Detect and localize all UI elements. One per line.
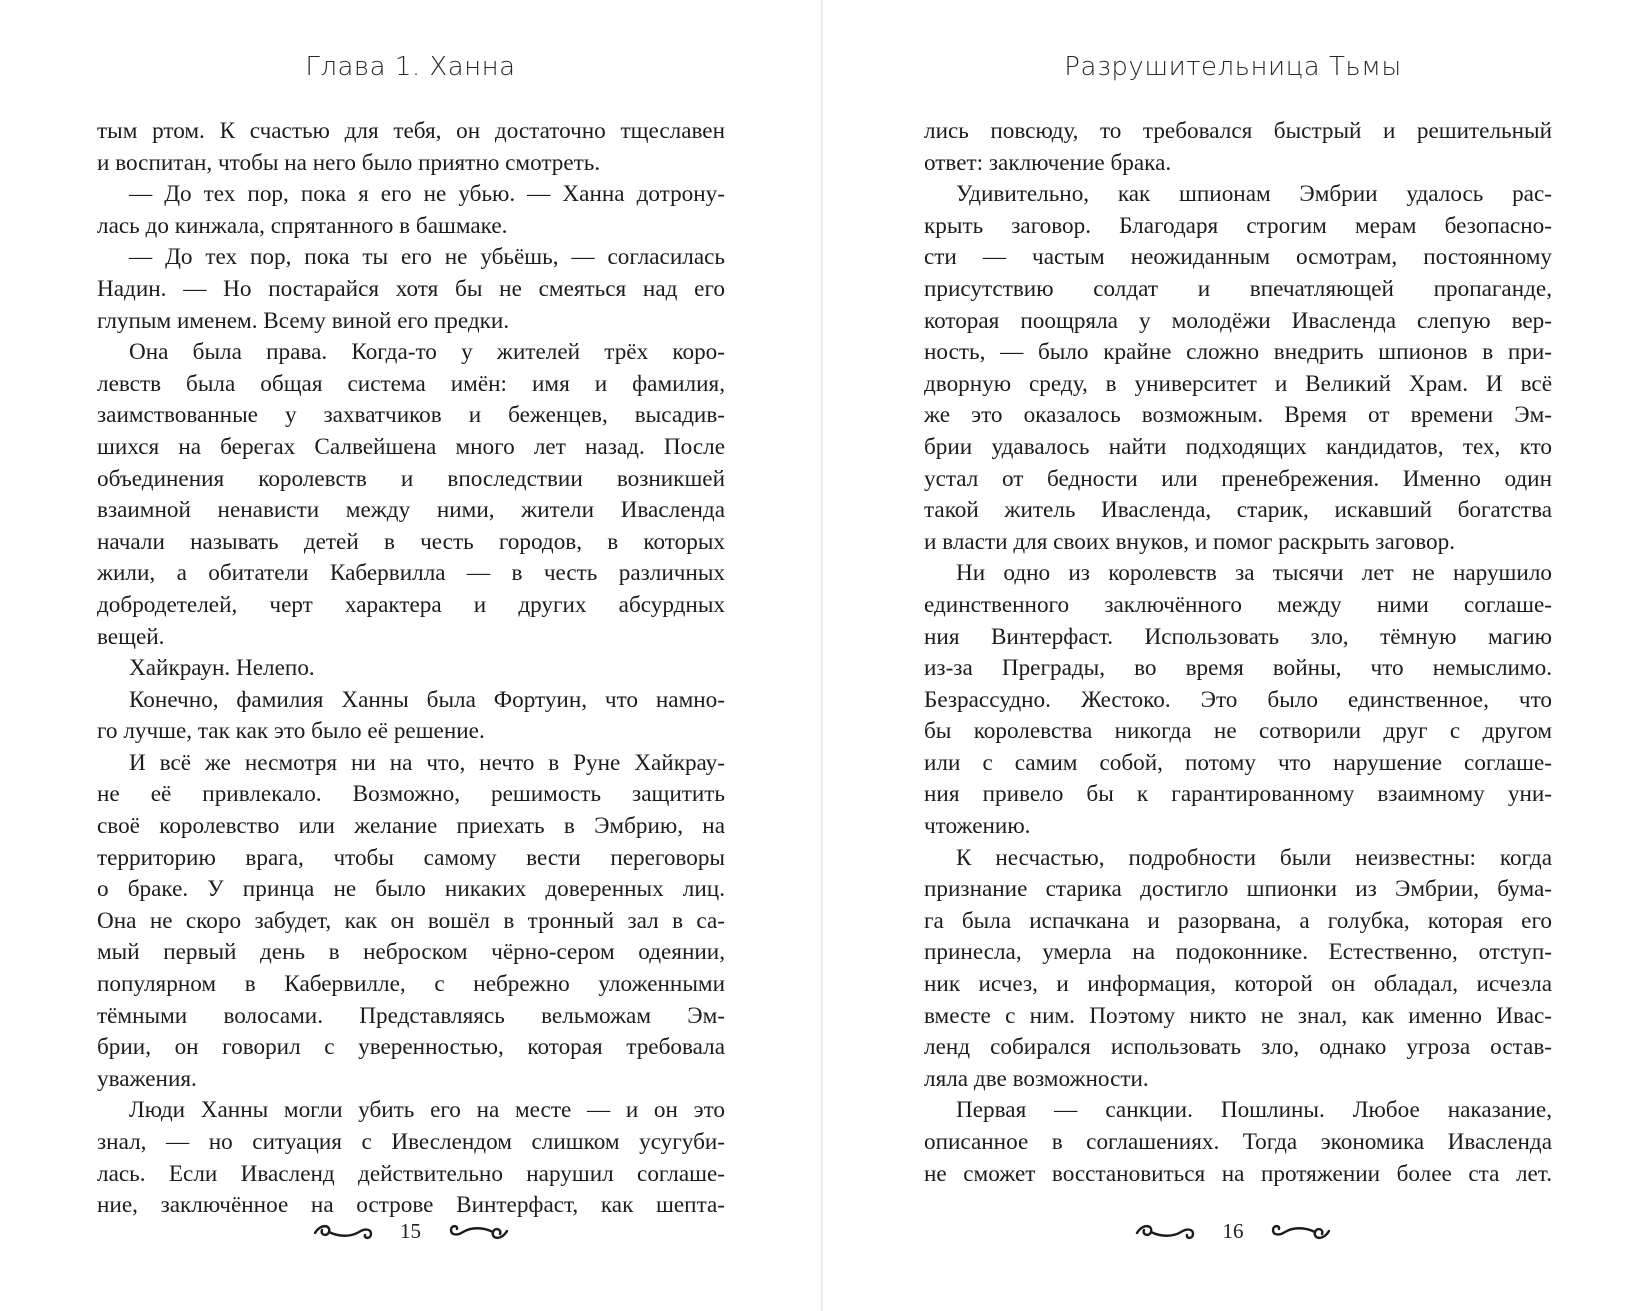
- text-line: объединения королевств и впоследствии возникшей: [97, 465, 725, 492]
- text-line: знал, — но ситуация с Ивеслендом слишком усугуби-: [97, 1129, 725, 1155]
- text-line: сти — частым неожиданным осмотрам, постоянному: [924, 244, 1552, 271]
- text-line: брии, он говорил с уверенностью, которая требовала: [97, 1034, 725, 1061]
- text-line: чтожению.: [924, 813, 1031, 840]
- flourish-right-icon: [447, 1220, 509, 1244]
- running-head-right: Разрушительница Тьмы: [1064, 52, 1402, 82]
- text-line: единственного заключённого между ними соглаше-: [924, 591, 1552, 618]
- text-line: Первая — санкции. Пошлины. Любое наказание,: [956, 1097, 1552, 1124]
- text-line: лась. Если Ивасленд действительно нарушил соглаше-: [97, 1160, 725, 1187]
- right-page: [823, 0, 1643, 1311]
- text-line: тым ртом. К счастью для тебя, он достаточно тщеславен: [97, 118, 725, 144]
- text-line: уважения.: [97, 1065, 197, 1092]
- text-line: лась до кинжала, спрятанного в башмаке.: [97, 212, 508, 239]
- text-line: шихся на берегах Салвейшена много лет назад. После: [97, 433, 725, 460]
- text-line: бы королевства никогда не сотворили друг с другом: [924, 718, 1552, 745]
- text-line: тёмными волосами. Представляясь вельможам Эм-: [97, 1002, 725, 1029]
- text-line: своё королевство или желание приехать в Эмбрию, на: [97, 813, 725, 840]
- text-line: же это оказалось возможным. Время от времени Эм-: [924, 402, 1552, 429]
- flourish-right-icon: [1269, 1220, 1331, 1244]
- text-line: Удивительно, как шпионам Эмбрии удалось рас-: [956, 181, 1552, 208]
- text-line: крыть заговор. Благодаря строгим мерам безопасно-: [924, 212, 1552, 239]
- text-line: вещей.: [97, 623, 165, 650]
- text-line: ответ: заключение брака.: [924, 149, 1172, 176]
- text-line: ность, — было крайне сложно внедрить шпионов в при-: [924, 339, 1552, 366]
- text-line: жили, а обитатели Кабервилла — в честь различных: [97, 560, 725, 587]
- text-line: Ни одно из королевств за тысячи лет не нарушило: [956, 560, 1552, 587]
- running-head-left: Глава 1. Ханна: [305, 52, 516, 82]
- text-line: Конечно, фамилия Ханны была Фортуин, что намно-: [129, 686, 725, 713]
- text-line: популярном в Кабервилле, с небрежно уложенными: [97, 971, 725, 998]
- text-line: или с самим собой, потому что нарушение соглаше-: [924, 749, 1552, 776]
- text-line: левств была общая система имён: имя и фамилия,: [97, 370, 725, 397]
- body-text-right: [924, 116, 1552, 1190]
- text-line: Она не скоро забудет, как он вошёл в тронный зал в са-: [97, 907, 725, 934]
- flourish-left-icon: [1135, 1220, 1197, 1244]
- text-line: мый первый день в неброском чёрно-сером одеянии,: [97, 939, 725, 966]
- text-line: описанное в соглашениях. Тогда экономика Ивасленда: [924, 1129, 1552, 1155]
- text-line: го лучше, так как это было её решение.: [97, 718, 485, 745]
- text-line: Хайкраун. Нелепо.: [129, 655, 315, 682]
- text-line: не её привлекало. Возможно, решимость защитить: [97, 781, 725, 808]
- text-line: о браке. У принца не было никаких доверенных лиц.: [97, 876, 725, 903]
- text-line: Люди Ханны могли убить его на месте — и он это: [129, 1097, 725, 1124]
- text-line: К несчастью, подробности были неизвестны: когда: [956, 844, 1552, 871]
- text-line: Она была права. Когда-то у жителей трёх коро-: [129, 339, 725, 366]
- text-line: такой житель Ивасленда, старик, искавший богатства: [924, 497, 1552, 524]
- text-line: Безрассудно. Жестоко. Это было единственное, что: [924, 686, 1552, 713]
- text-line: ние, заключённое на острове Винтерфаст, как шепта-: [97, 1192, 725, 1219]
- text-line: — До тех пор, пока я его не убью. — Ханна дотрону-: [129, 181, 725, 208]
- text-line: из-за Преграды, во время войны, что немыслимо.: [924, 655, 1552, 682]
- folio-right: [823, 1219, 1643, 1244]
- text-line: не сможет восстановиться на протяжении более ста лет.: [924, 1160, 1552, 1187]
- text-line: брии удавалось найти подходящих кандидатов, тех, кто: [924, 433, 1552, 460]
- flourish-left-icon: [313, 1220, 375, 1244]
- text-line: — До тех пор, пока ты его не убьёшь, — согласилась: [129, 244, 725, 271]
- text-line: ляла две возможности.: [924, 1065, 1149, 1092]
- text-line: ния Винтерфаст. Использовать зло, тёмную магию: [924, 623, 1552, 650]
- text-line: и власти для своих внуков, и помог раскрыть заговор.: [924, 528, 1456, 555]
- text-line: И всё же несмотря ни на что, нечто в Руне Хайкрау-: [129, 749, 725, 776]
- text-line: добродетелей, черт характера и других абсурдных: [97, 591, 725, 618]
- text-line: и воспитан, чтобы на него было приятно смотреть.: [97, 149, 601, 176]
- text-line: глупым именем. Всему виной его предки.: [97, 307, 510, 334]
- text-line: взаимной ненависти между ними, жители Ивасленда: [97, 497, 725, 524]
- text-line: ник исчез, и информация, которой он обладал, исчезла: [924, 971, 1552, 998]
- text-line: ния привело бы к гарантированному взаимному уни-: [924, 781, 1552, 808]
- folio-left: [0, 1219, 821, 1244]
- text-line: территорию врага, чтобы самому вести переговоры: [97, 844, 725, 871]
- text-line: признание старика достигло шпионки из Эмбрии, бума-: [924, 876, 1552, 903]
- text-line: лись повсюду, то требовался быстрый и решительный: [924, 118, 1552, 144]
- text-line: Надин. — Но постарайся хотя бы не смеяться над его: [97, 275, 725, 302]
- text-line: присутствию солдат и впечатляющей пропаганде,: [924, 275, 1552, 302]
- text-line: которая поощряла у молодёжи Ивасленда слепую вер-: [924, 307, 1552, 334]
- text-line: принесла, умерла на подоконнике. Естественно, отступ-: [924, 939, 1552, 966]
- body-text-left: [97, 116, 725, 1222]
- text-line: устал от бедности или пренебрежения. Именно один: [924, 465, 1552, 492]
- left-page: [0, 0, 821, 1311]
- text-line: вместе с ним. Поэтому никто не знал, как именно Ивас-: [924, 1002, 1552, 1029]
- text-line: ленд собирался использовать зло, однако угроза остав-: [924, 1034, 1552, 1061]
- text-line: дворную среду, в университет и Великий Храм. И всё: [924, 370, 1552, 397]
- page-number-right: 16: [1222, 1219, 1244, 1243]
- text-line: га была испачкана и разорвана, а голубка, которая его: [924, 907, 1552, 934]
- text-line: начали называть детей в честь городов, в которых: [97, 528, 725, 555]
- page-number-left: 15: [400, 1219, 421, 1243]
- text-line: заимствованные у захватчиков и беженцев, высадив-: [97, 402, 725, 429]
